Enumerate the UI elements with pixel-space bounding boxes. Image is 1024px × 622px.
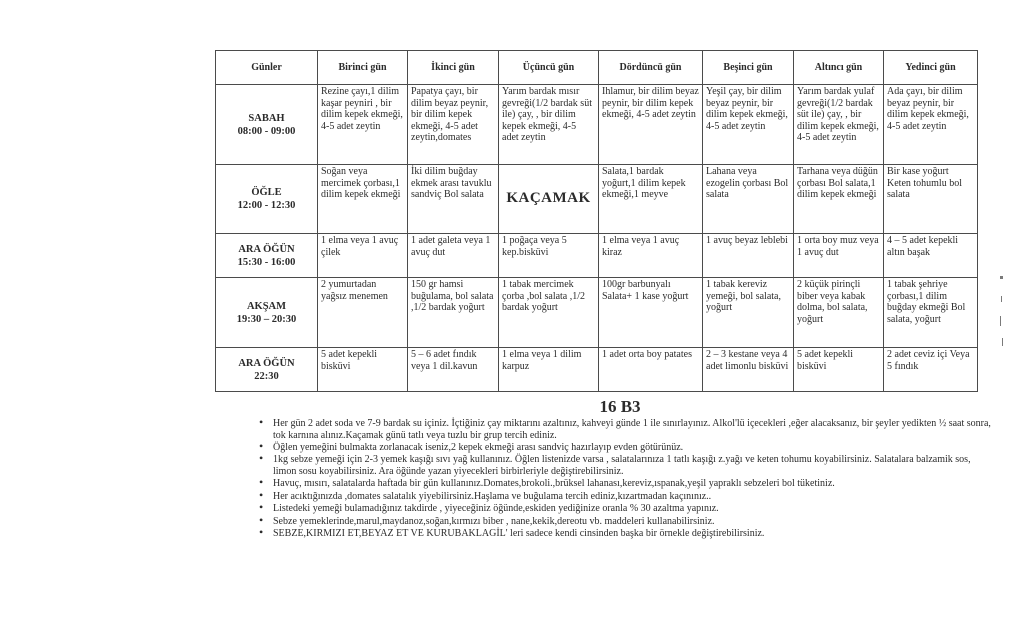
table-cell: Papatya çayı, bir dilim beyaz peynir, bir dilim kepek ekmeği, 4-5 adet zeytin,domates	[408, 85, 499, 165]
table-cell: 100gr barbunyalı Salata+ 1 kase yoğurt	[599, 278, 703, 348]
table-cell: 1 tabak mercimek çorba ,bol salata ,1/2 bardak yoğurt	[499, 278, 599, 348]
table-header-row	[216, 51, 978, 85]
scan-mark	[1000, 276, 1003, 279]
meal-label	[216, 278, 318, 348]
table-cell: 1 adet orta boy patates	[599, 348, 703, 392]
meal-label	[216, 234, 318, 278]
table-cell: 2 küçük pirinçli biber veya kabak dolma, bol salata, yoğurt	[794, 278, 884, 348]
table-cell: 1 tabak şehriye çorbası,1 dilim buğday ekmeği Bol salata, yoğurt	[884, 278, 978, 348]
table-cell: 1 adet galeta veya 1 avuç dut	[408, 234, 499, 278]
table-cell: 1 poğaça veya 5 kep.bisküvi	[499, 234, 599, 278]
table-cell: 1 elma veya 1 dilim karpuz	[499, 348, 599, 392]
list-item: • SEBZE,KIRMIZI ET,BEYAZ ET VE KURUBAKLAGİL' leri sadece kendi cinsinden başka bir örnekle değiştirebilirsiniz.	[273, 528, 993, 540]
meal-label	[216, 165, 318, 234]
list-item: • Havuç, mısırı, salatalarda haftada bir gün kullanınız.Domates,brokoli.,brüksel lahanası,kereviz,ıspanak,yeşil yapraklı sebzeleri bol tüketiniz.	[273, 478, 993, 490]
table-cell: 150 gr hamsi buğulama, bol salata ,1/2 bardak yoğurt	[408, 278, 499, 348]
table-cell: İki dilim buğday ekmek arası tavuklu sandviç Bol salata	[408, 165, 499, 234]
meal-name: ÖĞLE	[251, 187, 282, 198]
meal-time: 19:30 – 20:30	[236, 313, 297, 325]
meal-name: AKŞAM	[246, 300, 287, 312]
table-cell: 1 tabak kereviz yemeği, bol salata, yoğurt	[703, 278, 794, 348]
meal-label	[216, 348, 318, 392]
table-cell: Yarım bardak yulaf gevreği(1/2 bardak süt ile) çay, , bir dilim kepek ekmeği, 4-5 adet zeytin	[794, 85, 884, 165]
header-day: Birinci gün	[318, 51, 408, 85]
header-corner: Günler	[216, 51, 318, 85]
list-item: • Öğlen yemeğini bulmakta zorlanacak iseniz,2 kepek ekmeği arası sandviç hazırlayıp evden götürünüz.	[273, 442, 993, 454]
table-cell: 5 – 6 adet fındık veya 1 dil.kavun	[408, 348, 499, 392]
table-row	[216, 165, 978, 234]
table-cell: 1 orta boy muz veya 1 avuç dut	[794, 234, 884, 278]
meal-time: 22:30	[254, 370, 279, 382]
scan-mark	[1002, 338, 1003, 346]
table-cell: Tarhana veya düğün çorbası Bol salata,1 dilim kepek ekmeği	[794, 165, 884, 234]
table-cell: Bir kase yoğurt Keten tohumlu bol salata	[884, 165, 978, 234]
header-day: İkinci gün	[408, 51, 499, 85]
meal-name: ARA ÖĞÜN	[238, 243, 295, 255]
table-cell: Ada çayı, bir dilim beyaz peynir, bir dilim kepek ekmeği, 4-5 adet zeytin	[884, 85, 978, 165]
list-item: • Her acıktığınızda ,domates salatalık yiyebilirsiniz.Haşlama ve buğulama tercih ediniz,kızartmadan kaçınınız..	[273, 491, 993, 503]
table-cell: Soğan veya mercimek çorbası,1 dilim kepek ekmeği	[318, 165, 408, 234]
table-cell: 1 elma veya 1 avuç çilek	[318, 234, 408, 278]
table-cell: 2 adet ceviz içi Veya 5 fındık	[884, 348, 978, 392]
table-cell: 2 yumurtadan yağsız menemen	[318, 278, 408, 348]
meal-label	[216, 85, 318, 165]
list-item: • Sebze yemeklerinde,marul,maydanoz,soğan,kırmızı biber , nane,kekik,dereotu vb. maddeleri kullanabilirsiniz.	[273, 516, 993, 528]
table-cell: 5 adet kepekli bisküvi	[794, 348, 884, 392]
document-title: 16 B3	[599, 397, 641, 416]
notes-list	[257, 418, 993, 540]
list-item: • 1kg sebze yemeği için 2-3 yemek kaşığı sıvı yağ kullanınız. Öğlen listenizde varsa , salatalarınıza 1 tatlı kaşığı z.yağı ve keten tohumu koyabilirsiniz. Salatalara balzamik sos, limon sosu koyabilirsiniz. Ara öğünde yazan yiyecekleri birbirleriyle değiştirebilirsiniz.	[273, 454, 993, 477]
meal-name: SABAH	[248, 112, 285, 124]
table-cell: Ihlamur, bir dilim beyaz peynir, bir dilim kepek ekmeği, 4-5 adet zeytin	[599, 85, 703, 165]
meal-name: ARA ÖĞÜN	[238, 357, 295, 369]
header-day: Dördüncü gün	[599, 51, 703, 85]
table-cell: Salata,1 bardak yoğurt,1 dilim kepek ekmeği,1 meyve	[599, 165, 703, 234]
meal-time: 08:00 - 09:00	[237, 125, 296, 137]
header-day: Üçüncü gün	[499, 51, 599, 85]
table-row	[216, 278, 978, 348]
table-cell: Lahana veya ezogelin çorbası Bol salata	[703, 165, 794, 234]
table-cell: 4 – 5 adet kepekli altın başak	[884, 234, 978, 278]
table-row	[216, 85, 978, 165]
scan-mark	[1000, 316, 1001, 326]
table-cell: 1 avuç beyaz leblebi	[703, 234, 794, 278]
table-cell: Yarım bardak mısır gevreği(1/2 bardak süt ile) çay, , bir dilim kepek ekmeği, 4-5 adet zeytin	[499, 85, 599, 165]
table-cell: 5 adet kepekli bisküvi	[318, 348, 408, 392]
table-cell: Rezine çayı,1 dilim kaşar peyniri , bir dilim kepek ekmeği, 4-5 adet zeytin	[318, 85, 408, 165]
header-day: Altıncı gün	[794, 51, 884, 85]
cheat-day-cell: KAÇAMAK	[499, 165, 599, 234]
table-cell: Yeşil çay, bir dilim beyaz peynir, bir dilim kepek ekmeği, 4-5 adet zeytin	[703, 85, 794, 165]
diet-table	[215, 50, 978, 392]
header-day: Beşinci gün	[703, 51, 794, 85]
table-cell: 1 elma veya 1 avuç kiraz	[599, 234, 703, 278]
scan-mark	[1001, 296, 1002, 302]
table-row	[216, 348, 978, 392]
list-item: • Listedeki yemeği bulamadığınız takdirde , yiyeceğiniz öğünde,eskiden yediğinize oranla % 30 azaltma yapınız.	[273, 503, 993, 515]
table-cell: 2 – 3 kestane veya 4 adet limonlu bisküvi	[703, 348, 794, 392]
table-row	[216, 234, 978, 278]
meal-time: 15:30 - 16:00	[237, 256, 296, 268]
list-item: • Her gün 2 adet soda ve 7-9 bardak su içiniz. İçtiğiniz çay miktarını azaltınız, kahveyi günde 1 ile sınırlayınız. Alkol'lü içecekleri ,eğer alacaksanız, bir şeyler yedikten ½ saat sonra, tok karnına alınız.Kaçamak günü tatlı veya tuzlu bir grup tercih ediniz.	[273, 418, 993, 441]
header-day: Yedinci gün	[884, 51, 978, 85]
meal-time: 12:00 - 12:30	[237, 200, 296, 211]
